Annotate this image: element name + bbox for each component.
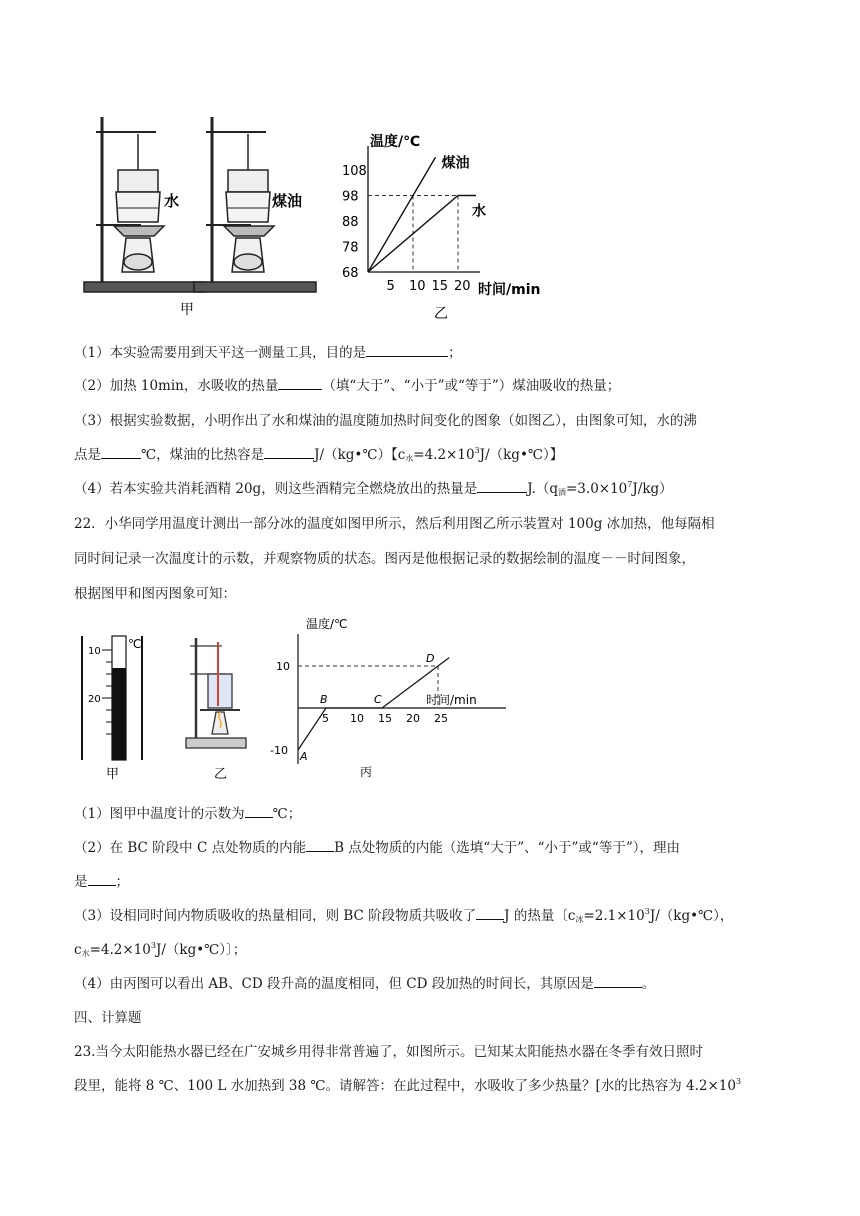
q22-line4: （3）设相同时间内物质吸收的热量相同，则 BC 阶段物质共吸收了 J 的热量〔$c_冰=2.1\times 10^3J/(kg•℃)$， [74,907,734,924]
caption-jia: 甲 [180,302,194,318]
series-line-kerosene [368,157,436,272]
graph2-ylabel: 温度/℃ [306,617,348,631]
thermometer-figure [76,628,276,784]
x-tick-label: 20 [454,279,471,294]
stand-water [84,117,206,292]
answer-blank[interactable] [477,479,527,493]
x-tick-label: 5 [386,279,395,294]
q22-line6: （4）由丙图可以看出 AB、CD 段升高的温度相同，但 CD 段加热的时间长，其原因是 。 [74,976,656,992]
q22-line2: （2）在 BC 阶段中 C 点处物质的内能 B 点处物质的内能（选填“大于”、“小于”或“等于”），理由 [74,840,680,856]
answer-blank[interactable] [366,343,448,357]
answer-blank[interactable] [306,838,334,852]
q21-line4: 点是 ℃，煤油的比热容是 J/（kg•℃）【$c_水=4.2\times 10^3J/(kg•℃)$】 [74,446,564,463]
thermo-unit: ℃ [128,637,142,651]
x-tick-label: 10 [350,712,364,725]
q23-line2: 段里，能将 8 ℃、100 L 水加热到 38 ℃。请解答：在此过程中，水吸收了多少热量？[水的比热容为 $4.2\times 10^3$ [74,1077,742,1094]
caption-yi: 乙 [434,306,448,322]
heating-apparatus [186,638,246,748]
y-tick-label: 78 [342,240,359,256]
caption-jia-2: 甲 [106,767,120,782]
y-tick-label: 88 [342,215,359,230]
point-label-a: A [300,750,308,763]
point-label-c: C [374,693,382,706]
graph1-xlabel: 时间/min [478,282,541,298]
x-tick-label: 5 [322,712,329,725]
thermo-tick: 10 [88,646,101,657]
point-label-b: B [320,693,328,706]
x-tick-label: 10 [409,279,426,294]
y-tick-label: 68 [342,266,359,281]
q21-line1: （1）本实验需要用到天平这一测量工具，目的是 ； [74,345,462,361]
graph2-xlabel: 时间/min [426,693,477,707]
point-label-d: D [426,652,435,665]
q21-line5: （4）若本实验共消耗酒精 20g，则这些酒精完全燃烧放出的热量是 $J.(q_酒=3.0\times 10^7J/kg)$ [74,480,673,497]
q21-line3: （3）根据实验数据，小明作出了水和煤油的温度随加热时间变化的图象（如图乙），由图象可知，水的沸 [74,413,697,429]
y-tick-label: 108 [342,164,367,179]
series-label-water: 水 [472,203,486,220]
answer-blank[interactable] [278,376,322,390]
q21-line2: （2）加热 10min，水吸收的热量 （填“大于”、“小于”或“等于”）煤油吸收的热量； [74,378,621,394]
q22-line1: （1）图甲中温度计的示数为 ℃； [74,806,302,822]
answer-blank[interactable] [264,445,314,459]
answer-blank[interactable] [101,445,141,459]
answer-blank[interactable] [476,906,504,920]
q22-intro-3: 根据图甲和图丙图象可知： [74,586,236,602]
x-tick-label: 15 [431,279,449,294]
apparatus-figure-jia [76,112,344,322]
y-tick-label: -10 [270,744,288,757]
q22-line3: 是 ； [74,874,129,890]
answer-blank[interactable] [594,974,642,988]
x-tick-label: 25 [434,712,448,725]
q22-intro-1: 22．小华同学用温度计测出一部分冰的温度如图甲所示，然后利用图乙所示装置对 100g 冰加热，他每隔相 [74,516,715,532]
y-tick-label: 98 [342,189,359,205]
caption-yi-2: 乙 [214,767,228,782]
section-title: 四、计算题 [74,1010,142,1026]
series-line-water [368,196,476,273]
y-tick-label: 10 [276,660,290,673]
q22-intro-2: 同时间记录一次温度计的示数，并观察物质的状态。图丙是他根据记录的数据绘制的温度－－时间图象， [74,551,695,567]
graph-yi [340,128,560,324]
thermo-tick: 20 [88,694,101,705]
q22-line5: $c_水=4.2\times 10^3J/(kg•℃)$〕； [74,941,247,958]
label-kerosene: 煤油 [272,192,303,210]
graph-bing [270,614,520,784]
q23-line1: 23.当今太阳能热水器已经在广安城乡用得非常普遍了，如图所示。已知某太阳能热水器在冬季有效日照时 [74,1044,703,1060]
answer-blank[interactable] [245,804,273,818]
x-tick-label: 20 [406,712,420,725]
answer-blank[interactable] [88,872,116,886]
graph1-ylabel: 温度/℃ [370,134,421,150]
series-label-kerosene: 煤油 [441,155,470,172]
x-tick-label: 15 [378,712,392,725]
caption-bing: 丙 [360,765,373,779]
label-water: 水 [164,192,180,210]
